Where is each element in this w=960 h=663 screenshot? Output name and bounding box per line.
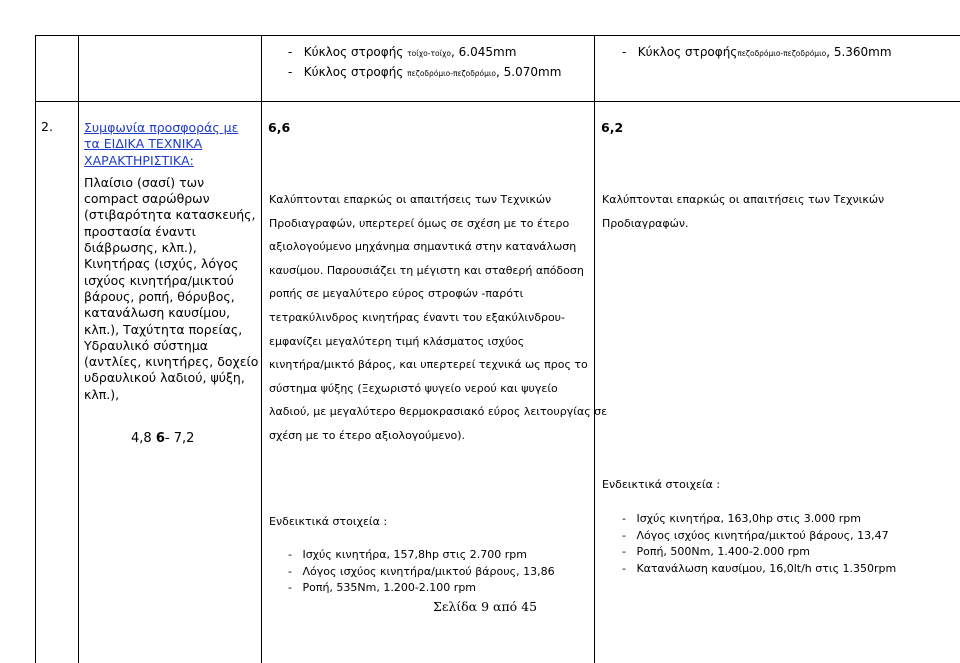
criterion-desc-line: διάβρωσης, κλπ.), [84, 240, 197, 256]
assessment-line: λαδιού, με μεγαλύτερο θερμοκρασιακό εύρος λειτουργίας σε [269, 405, 608, 419]
page-number: Σελίδα 9 από 45 [433, 599, 538, 614]
offer-a-indicative-list [288, 547, 555, 597]
offer-a-score: 6,6 [268, 120, 291, 135]
criterion-desc-line: (στιβαρότητα κατασκευής, [84, 207, 256, 223]
assessment-line: κινητήρα/μικτό βάρος, και υπερτερεί τεχνικά ως προς το [269, 358, 588, 372]
table-col-line-1 [35, 35, 36, 663]
table-row-divider [35, 101, 960, 102]
criterion-desc-line: Κινητήρας (ισχύς, λόγος [84, 256, 239, 272]
assessment-line: σχέση με το έτερο αξιολογούμενο). [269, 428, 466, 442]
weight-range: 4,8 6- 7,2 [131, 431, 195, 446]
list-item: - Ισχύς κινητήρα, 157,8hp στις 2.700 rpm [288, 548, 527, 561]
criterion-desc-line: compact σαρώθρων [84, 191, 210, 207]
assessment-line: σύστημα ψύξης (Ξεχωριστό ψυγείο νερού και ψυγείο [269, 381, 558, 395]
assessment-line: τετρακύλινδρος κινητήρας έναντι του εξακύλινδρου- [269, 310, 566, 324]
criterion-desc-line: Υδραυλικό σύστημα [84, 337, 209, 353]
criterion-cell [84, 120, 264, 403]
criterion-title-line: τα ΕΙΔΙΚΑ ΤΕΧΝΙΚΑ [84, 136, 203, 152]
offer-b-indicative-list [622, 511, 896, 577]
offer-a-indicative-label: Ενδεικτικά στοιχεία : [269, 515, 388, 528]
table-border-top [35, 35, 960, 36]
assessment-line: Καλύπτονται επαρκώς οι απαιτήσεις των Τεχνικών [269, 193, 552, 206]
assessment-line: Προδιαγραφών. [602, 216, 689, 230]
table-col-line-2 [78, 35, 79, 663]
list-item: - Ροπή, 500Nm, 1.400-2.000 rpm [622, 545, 811, 558]
list-item: - Ισχύς κινητήρα, 163,0hp στις 3.000 rpm [622, 512, 861, 525]
assessment-line: αξιολογούμενο μηχάνημα σημαντικά στην κατανάλωση [269, 240, 577, 254]
assessment-line: ροπής σε μεγαλύτερο εύρος στροφών -παρότι [269, 287, 524, 301]
offer-b-assessment [602, 188, 884, 235]
turning-circle-item-1: - Κύκλος στροφής τοίχο-τοίχο, 6.045mm [288, 45, 517, 59]
turning-circle-item-2: - Κύκλος στροφής πεζοδρόμιο-πεζοδρόμιο, 5.070mm [288, 65, 562, 79]
list-item: - Λόγος ισχύος κινητήρα/μικτού βάρους, 13,86 [288, 564, 555, 578]
criterion-desc-line: προστασία έναντι [84, 223, 196, 239]
list-item: - Λόγος ισχύος κινητήρα/μικτού βάρους, 13,47 [622, 528, 889, 542]
criterion-desc-line: Πλαίσιο (σασί) των [84, 174, 205, 190]
criterion-desc-line: υδραυλικού λαδιού, ψύξη, [84, 370, 245, 386]
list-item: - Ροπή, 535Nm, 1.200-2.100 rpm [288, 581, 477, 594]
assessment-line: Καλύπτονται επαρκώς οι απαιτήσεις των Τεχνικών [602, 193, 885, 206]
assessment-line: εμφανίζει μεγαλύτερη τιμή κλάσματος ισχύος [269, 334, 525, 348]
criterion-desc-line: βάρους, ροπή, θόρυβος, [84, 288, 235, 304]
list-item: - Κατανάλωση καυσίμου, 16,0lt/h στις 1.350rpm [622, 561, 897, 575]
offer-b-indicative-label: Ενδεικτικά στοιχεία : [602, 478, 721, 491]
assessment-line: καυσίμου. Παρουσιάζει τη μέγιστη και σταθερή απόδοση [269, 263, 584, 277]
criterion-desc-line: κατανάλωση καυσίμου, [84, 305, 231, 321]
offer-a-assessment [269, 188, 607, 448]
turning-circle-item-right: - Κύκλος στροφήςπεζοδρόμιο-πεζοδρόμιο, 5.360mm [622, 45, 892, 59]
criterion-desc-line: (αντλίες, κινητήρες, δοχείο [84, 354, 259, 370]
criterion-title-line: Συμφωνία προσφοράς με [84, 120, 239, 135]
criterion-desc-line: κλπ.), [84, 386, 120, 402]
criterion-title-line: ΧΑΡΑΚΤΗΡΙΣΤΙΚΑ: [84, 152, 194, 168]
row-number: 2. [41, 119, 53, 134]
criterion-desc-line: ισχύος κινητήρα/μικτού [84, 272, 234, 288]
offer-b-score: 6,2 [601, 120, 624, 135]
assessment-line: Προδιαγραφών, υπερτερεί όμως σε σχέση με το έτερο [269, 216, 570, 230]
criterion-desc-line: κλπ.), Ταχύτητα πορείας, [84, 321, 243, 337]
